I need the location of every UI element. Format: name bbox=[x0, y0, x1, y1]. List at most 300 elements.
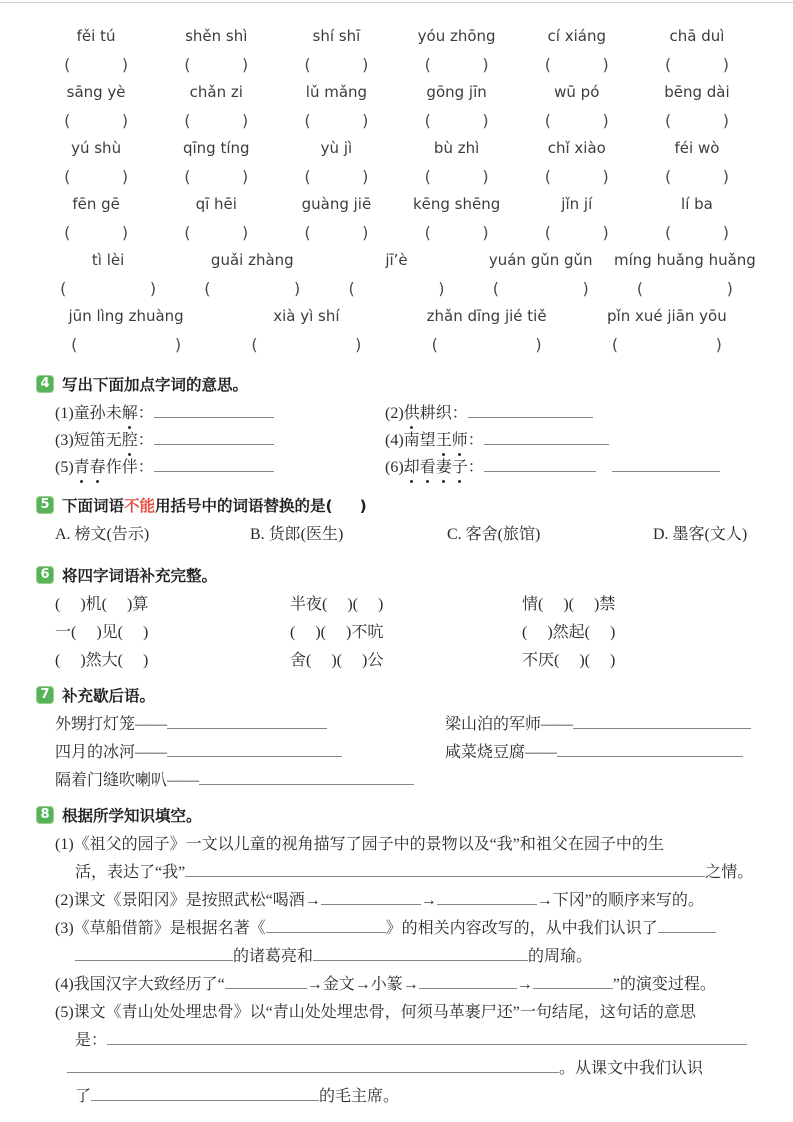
answer-blank bbox=[67, 1060, 559, 1073]
q8-text: → bbox=[516, 976, 533, 993]
paren-cell bbox=[156, 218, 276, 246]
colon: ： bbox=[467, 432, 484, 449]
answer-parens bbox=[425, 167, 489, 186]
paren-open: ( bbox=[304, 166, 311, 186]
answer-blank bbox=[658, 920, 716, 933]
paren-close: ) bbox=[482, 54, 489, 74]
paren-cell bbox=[156, 50, 276, 78]
answer-blank bbox=[612, 459, 720, 472]
question-5-title-post: 用括号中的词语替换的是( ) bbox=[155, 497, 367, 515]
paren-open: ( bbox=[184, 54, 191, 74]
paren-open: ( bbox=[424, 222, 431, 242]
question-5-title bbox=[62, 494, 367, 516]
question-7-items bbox=[36, 711, 757, 795]
phrase-char: 无 bbox=[105, 432, 122, 449]
q6-idiom-cell: ( )机( )算 bbox=[55, 596, 149, 613]
paren-close: ) bbox=[121, 166, 129, 186]
answer-blank bbox=[468, 405, 593, 418]
pinyin-word: cí xiáng bbox=[547, 27, 606, 45]
paren-open: ( bbox=[60, 278, 67, 298]
answer-parens bbox=[304, 223, 368, 242]
answer-parens bbox=[349, 279, 445, 298]
answer-blank bbox=[91, 1088, 319, 1101]
paren-open: ( bbox=[304, 110, 311, 130]
pinyin-paren-row bbox=[36, 274, 757, 302]
paren-cell bbox=[276, 162, 396, 190]
paren-cell bbox=[36, 106, 156, 134]
item-label: (2) bbox=[385, 405, 404, 422]
question-8 bbox=[36, 803, 757, 1111]
emphasized-char: 王 bbox=[436, 427, 452, 454]
answer-parens bbox=[304, 111, 368, 130]
q5-option: C. 客舍(旅馆) bbox=[447, 526, 541, 543]
emphasized-char: 春 bbox=[90, 454, 106, 481]
pinyin-word: míng huǎng huǎng bbox=[614, 251, 756, 269]
q6-idiom-cell: ( )然起( ) bbox=[522, 624, 616, 641]
paren-cell bbox=[637, 162, 757, 190]
question-4-items bbox=[36, 400, 757, 481]
q8-text: (5)课文《青山处处埋忠骨》以“青山处处埋忠骨，何须马革裹尸还”一句结尾，这句话的意思 bbox=[55, 1004, 696, 1021]
pinyin-word: yuán gǔn gǔn bbox=[488, 251, 593, 269]
question-5-options bbox=[36, 521, 757, 549]
paren-close: ) bbox=[602, 222, 609, 242]
pinyin-word: chǎn zi bbox=[189, 83, 243, 101]
answer-parens bbox=[637, 279, 733, 298]
question-5-title-highlight: 不能 bbox=[124, 497, 156, 515]
phrase-char: 短 bbox=[73, 432, 90, 449]
paren-cell bbox=[397, 330, 577, 358]
paren-close: ) bbox=[294, 278, 301, 298]
question-6-items bbox=[36, 591, 757, 675]
paren-cell bbox=[36, 50, 156, 78]
q7-item bbox=[55, 739, 445, 767]
item-label: (1) bbox=[55, 405, 74, 422]
paren-close: ) bbox=[149, 278, 157, 298]
q8-text: (3)《草船借箭》是根据名著《 bbox=[55, 920, 266, 937]
answer-blank bbox=[167, 744, 342, 757]
answer-parens bbox=[665, 111, 729, 130]
q6-idiom-cell: 不厌( )( ) bbox=[522, 652, 616, 669]
paren-close: ) bbox=[602, 110, 609, 130]
question-6-title: 将四字词语补充完整。 bbox=[62, 567, 218, 585]
emphasized-char: 妻 bbox=[436, 454, 452, 481]
pinyin-word-row bbox=[36, 22, 757, 50]
paren-cell bbox=[156, 162, 276, 190]
answer-parens bbox=[184, 223, 248, 242]
answer-parens bbox=[665, 55, 729, 74]
answer-blank bbox=[313, 948, 528, 961]
pinyin-paren-row bbox=[36, 218, 757, 246]
page-top-rule bbox=[0, 2, 793, 3]
paren-close: ) bbox=[722, 54, 729, 74]
q8-text: →金文→小篆→ bbox=[306, 976, 419, 993]
pinyin-paren-row bbox=[36, 162, 757, 190]
question-8-number-badge: 8 bbox=[36, 806, 54, 824]
answer-parens bbox=[425, 55, 489, 74]
emphasized-char: 供 bbox=[404, 400, 420, 427]
pinyin-word: zhǎn dīng jié tiě bbox=[426, 307, 547, 325]
answer-blank bbox=[484, 459, 596, 472]
paren-cell bbox=[397, 106, 517, 134]
paren-open: ( bbox=[611, 334, 619, 354]
paren-cell bbox=[613, 274, 757, 302]
pinyin-word: yú shù bbox=[71, 139, 122, 157]
q8-line bbox=[55, 1083, 757, 1111]
paren-close: ) bbox=[242, 110, 249, 130]
paren-open: ( bbox=[492, 278, 499, 298]
paren-close: ) bbox=[355, 334, 362, 354]
paren-close: ) bbox=[535, 334, 542, 354]
q8-text: 。从课文中我们认识 bbox=[559, 1060, 704, 1077]
question-5-title-pre: 下面词语 bbox=[62, 497, 125, 515]
phrase-char: 南 bbox=[403, 432, 420, 449]
q6-idiom-cell: ( )然大( ) bbox=[55, 652, 149, 669]
answer-parens bbox=[64, 223, 128, 242]
q4-item bbox=[55, 454, 385, 481]
paren-cell bbox=[577, 330, 757, 358]
answer-parens bbox=[184, 55, 248, 74]
paren-open: ( bbox=[544, 222, 552, 242]
q8-line bbox=[55, 887, 757, 915]
pinyin-word: féi wò bbox=[674, 139, 720, 157]
paren-close: ) bbox=[242, 166, 249, 186]
paren-open: ( bbox=[184, 110, 191, 130]
q8-text: 的诸葛亮和 bbox=[233, 948, 314, 965]
q7-item bbox=[445, 711, 757, 739]
answer-parens bbox=[64, 111, 128, 130]
answer-parens bbox=[251, 335, 361, 354]
paren-close: ) bbox=[722, 222, 729, 242]
pinyin-word-row bbox=[36, 246, 757, 274]
pinyin-word-row bbox=[36, 302, 757, 330]
phrase-char: 织 bbox=[435, 405, 452, 422]
emphasized-char: 师 bbox=[452, 427, 468, 454]
paren-open: ( bbox=[184, 166, 191, 186]
q5-option: D. 墨客(文人) bbox=[653, 526, 748, 543]
emphasized-char: 子 bbox=[452, 454, 468, 481]
q8-text: ”的演变过程。 bbox=[612, 976, 716, 993]
paren-cell bbox=[517, 50, 637, 78]
answer-parens bbox=[64, 55, 128, 74]
q7-item bbox=[445, 739, 757, 767]
paren-open: ( bbox=[304, 222, 311, 242]
paren-open: ( bbox=[431, 334, 438, 354]
q4-item bbox=[385, 427, 757, 454]
pinyin-word: chǐ xiào bbox=[547, 139, 606, 157]
q8-text: → bbox=[420, 892, 437, 909]
question-4-title: 写出下面加点字词的意思。 bbox=[62, 376, 249, 394]
q8-text: (4)我国汉字大致经历了“ bbox=[55, 976, 225, 993]
q4-item bbox=[385, 400, 757, 427]
paren-open: ( bbox=[348, 278, 355, 298]
answer-parens bbox=[304, 167, 368, 186]
answer-parens bbox=[71, 335, 181, 354]
q4-item bbox=[55, 400, 385, 427]
emphasized-char: 解 bbox=[122, 400, 138, 427]
paren-close: ) bbox=[121, 222, 129, 242]
q5-option: A. 榜文(告示) bbox=[55, 526, 150, 543]
paren-close: ) bbox=[715, 334, 722, 354]
answer-parens bbox=[545, 111, 609, 130]
answer-blank bbox=[225, 976, 307, 989]
question-5 bbox=[36, 493, 757, 549]
paren-close: ) bbox=[602, 54, 609, 74]
answer-blank bbox=[154, 459, 274, 472]
answer-blank bbox=[484, 432, 609, 445]
answer-parens bbox=[545, 55, 609, 74]
pinyin-word: shěn shì bbox=[185, 27, 248, 45]
pinyin-word: wū pó bbox=[554, 83, 600, 101]
paren-cell bbox=[637, 50, 757, 78]
q8-text: 的毛主席。 bbox=[319, 1088, 400, 1105]
paren-open: ( bbox=[636, 278, 644, 298]
paren-open: ( bbox=[544, 54, 552, 74]
answer-parens bbox=[304, 55, 368, 74]
pinyin-word: yù jì bbox=[320, 139, 353, 157]
paren-open: ( bbox=[64, 166, 71, 186]
q7-lead-text: 四月的冰河—— bbox=[55, 744, 168, 761]
phrase-char: 伴 bbox=[121, 459, 138, 476]
pinyin-word: fěi tú bbox=[76, 27, 116, 45]
q7-lead-text: 外甥打灯笼—— bbox=[55, 716, 168, 733]
paren-close: ) bbox=[722, 166, 729, 186]
pinyin-word: bēng dài bbox=[664, 83, 730, 101]
paren-open: ( bbox=[664, 110, 672, 130]
answer-parens bbox=[665, 167, 729, 186]
paren-close: ) bbox=[438, 278, 445, 298]
emphasized-char: 却 bbox=[404, 454, 420, 481]
paren-open: ( bbox=[64, 54, 71, 74]
paren-close: ) bbox=[482, 166, 489, 186]
phrase-char: 笛 bbox=[89, 432, 106, 449]
answer-blank bbox=[573, 716, 751, 729]
answer-blank bbox=[437, 892, 537, 905]
paren-cell bbox=[36, 330, 216, 358]
question-5-header bbox=[36, 493, 757, 517]
question-8-title: 根据所学知识填空。 bbox=[62, 807, 202, 825]
colon: ： bbox=[467, 459, 484, 476]
paren-open: ( bbox=[184, 222, 191, 242]
answer-parens bbox=[425, 111, 489, 130]
answer-parens bbox=[204, 279, 300, 298]
paren-close: ) bbox=[242, 54, 249, 74]
q7-item bbox=[55, 767, 757, 795]
phrase-char: 童 bbox=[73, 405, 90, 422]
q4-item bbox=[55, 427, 385, 454]
paren-close: ) bbox=[582, 278, 589, 298]
pinyin-word: fēn gē bbox=[72, 195, 120, 213]
pinyin-paren-row bbox=[36, 330, 757, 358]
pinyin-word: yóu zhōng bbox=[417, 27, 496, 45]
pinyin-paren-row bbox=[36, 106, 757, 134]
paren-cell bbox=[469, 274, 613, 302]
pinyin-word: pǐn xué jiān yōu bbox=[607, 307, 727, 325]
q7-lead-text: 隔着门缝吹喇叭—— bbox=[55, 772, 200, 789]
question-8-header bbox=[36, 803, 757, 827]
paren-cell bbox=[276, 50, 396, 78]
pinyin-word: jǐn jí bbox=[561, 195, 593, 213]
paren-open: ( bbox=[71, 334, 78, 354]
pinyin-word: bù zhì bbox=[433, 139, 480, 157]
paren-close: ) bbox=[174, 334, 182, 354]
answer-parens bbox=[545, 167, 609, 186]
pinyin-word-row bbox=[36, 134, 757, 162]
paren-open: ( bbox=[664, 166, 672, 186]
paren-close: ) bbox=[121, 54, 129, 74]
q7-lead-text: 咸菜烧豆腐—— bbox=[445, 744, 558, 761]
pinyin-word: guàng jiē bbox=[301, 195, 372, 213]
answer-parens bbox=[545, 223, 609, 242]
paren-cell bbox=[397, 162, 517, 190]
paren-cell bbox=[36, 274, 180, 302]
paren-cell bbox=[36, 162, 156, 190]
q8-text: →下冈”的顺序来写的。 bbox=[536, 892, 704, 909]
answer-blank bbox=[419, 976, 517, 989]
q8-line bbox=[55, 831, 757, 859]
answer-parens bbox=[425, 223, 489, 242]
paren-close: ) bbox=[362, 110, 369, 130]
pinyin-word: jī’è bbox=[385, 251, 408, 269]
pinyin-word: qīng tíng bbox=[182, 139, 250, 157]
answer-parens bbox=[493, 279, 589, 298]
question-6 bbox=[36, 563, 757, 675]
q8-text: 了 bbox=[75, 1088, 92, 1105]
paren-cell bbox=[216, 330, 396, 358]
answer-parens bbox=[60, 279, 156, 298]
pinyin-word: lí ba bbox=[681, 195, 713, 213]
q8-text: 是： bbox=[75, 1032, 108, 1049]
colon: ： bbox=[137, 405, 154, 422]
paren-cell bbox=[517, 162, 637, 190]
answer-blank bbox=[154, 432, 274, 445]
q8-line bbox=[55, 915, 757, 943]
phrase-char: 耕 bbox=[419, 405, 436, 422]
q8-text: 的周瑜。 bbox=[528, 948, 593, 965]
paren-close: ) bbox=[362, 222, 369, 242]
paren-close: ) bbox=[121, 110, 129, 130]
question-7 bbox=[36, 683, 757, 795]
q8-line bbox=[55, 999, 757, 1027]
question-5-number-badge: 5 bbox=[36, 496, 54, 514]
pinyin-word-row bbox=[36, 78, 757, 106]
item-label: (6) bbox=[385, 459, 404, 476]
pinyin-word: lǔ mǎng bbox=[305, 83, 368, 101]
emphasized-char: 腔 bbox=[122, 427, 138, 454]
question-6-number-badge: 6 bbox=[36, 566, 54, 584]
answer-parens bbox=[665, 223, 729, 242]
q8-text: 》的相关内容改写的，从中我们认识了 bbox=[385, 920, 658, 937]
pinyin-word: chā duì bbox=[669, 27, 725, 45]
paren-close: ) bbox=[362, 54, 369, 74]
paren-open: ( bbox=[424, 54, 431, 74]
paren-open: ( bbox=[544, 110, 552, 130]
paren-cell bbox=[517, 106, 637, 134]
item-label: (3) bbox=[55, 432, 74, 449]
paren-close: ) bbox=[362, 166, 369, 186]
answer-blank bbox=[167, 716, 327, 729]
item-label: (4) bbox=[385, 432, 404, 449]
paren-open: ( bbox=[204, 278, 211, 298]
q8-line bbox=[55, 859, 757, 887]
paren-close: ) bbox=[726, 278, 733, 298]
paren-cell bbox=[156, 106, 276, 134]
question-7-header bbox=[36, 683, 757, 707]
q8-text: 之情。 bbox=[705, 864, 754, 881]
q6-idiom-cell: 一( )见( ) bbox=[55, 624, 149, 641]
q8-text: (2)课文《景阳冈》是按照武松“喝酒→ bbox=[55, 892, 321, 909]
pinyin-word: kēng shēng bbox=[412, 195, 501, 213]
q6-idiom-cell: 舍( )( )公 bbox=[290, 652, 384, 669]
pinyin-paren-row bbox=[36, 50, 757, 78]
answer-blank bbox=[557, 744, 743, 757]
phrase-char: 作 bbox=[105, 459, 122, 476]
paren-open: ( bbox=[544, 166, 552, 186]
pinyin-section bbox=[36, 22, 757, 358]
q8-line bbox=[55, 1055, 757, 1083]
paren-open: ( bbox=[664, 222, 672, 242]
paren-open: ( bbox=[64, 110, 71, 130]
paren-cell bbox=[276, 106, 396, 134]
phrase-char: 望 bbox=[419, 432, 436, 449]
paren-close: ) bbox=[722, 110, 729, 130]
phrase-char: 未 bbox=[105, 405, 122, 422]
question-7-title: 补充歇后语。 bbox=[62, 687, 156, 705]
phrase-char: 孙 bbox=[89, 405, 106, 422]
paren-close: ) bbox=[242, 222, 249, 242]
question-4 bbox=[36, 372, 757, 481]
q8-line bbox=[55, 971, 757, 999]
paren-cell bbox=[637, 106, 757, 134]
q8-text: (1)《祖父的园子》一文以儿童的视角描写了园子中的景物以及“我”和祖父在园子中的生 bbox=[55, 836, 664, 853]
q8-text: 活，表达了“我” bbox=[75, 864, 186, 881]
item-label: (5) bbox=[55, 459, 74, 476]
paren-open: ( bbox=[424, 110, 431, 130]
answer-blank bbox=[154, 405, 274, 418]
answer-blank bbox=[199, 772, 414, 785]
q6-idiom-cell: 半夜( )( ) bbox=[290, 596, 384, 613]
colon: ： bbox=[137, 459, 154, 476]
paren-close: ) bbox=[602, 166, 609, 186]
pinyin-word: shí shī bbox=[312, 27, 361, 45]
paren-cell bbox=[517, 218, 637, 246]
q4-item bbox=[385, 454, 757, 481]
emphasized-char: 看 bbox=[420, 454, 436, 481]
paren-cell bbox=[637, 218, 757, 246]
pinyin-word: tì lèi bbox=[91, 251, 125, 269]
paren-cell bbox=[324, 274, 468, 302]
colon: ： bbox=[451, 405, 468, 422]
pinyin-word: qī hēi bbox=[195, 195, 237, 213]
pinyin-word-row bbox=[36, 190, 757, 218]
question-6-header bbox=[36, 563, 757, 587]
pinyin-word: xià yì shí bbox=[273, 307, 340, 325]
answer-blank bbox=[75, 948, 233, 961]
paren-cell bbox=[180, 274, 324, 302]
paren-cell bbox=[36, 218, 156, 246]
q6-idiom-cell: ( )( )不吭 bbox=[290, 624, 384, 641]
paren-open: ( bbox=[251, 334, 258, 354]
answer-parens bbox=[184, 167, 248, 186]
q8-line bbox=[55, 943, 757, 971]
answer-parens bbox=[612, 335, 722, 354]
answer-blank bbox=[321, 892, 421, 905]
paren-cell bbox=[397, 50, 517, 78]
question-4-number-badge: 4 bbox=[36, 375, 54, 393]
question-4-header bbox=[36, 372, 757, 396]
answer-parens bbox=[64, 167, 128, 186]
q6-idiom-cell: 情( )( )禁 bbox=[522, 596, 616, 613]
paren-cell bbox=[276, 218, 396, 246]
